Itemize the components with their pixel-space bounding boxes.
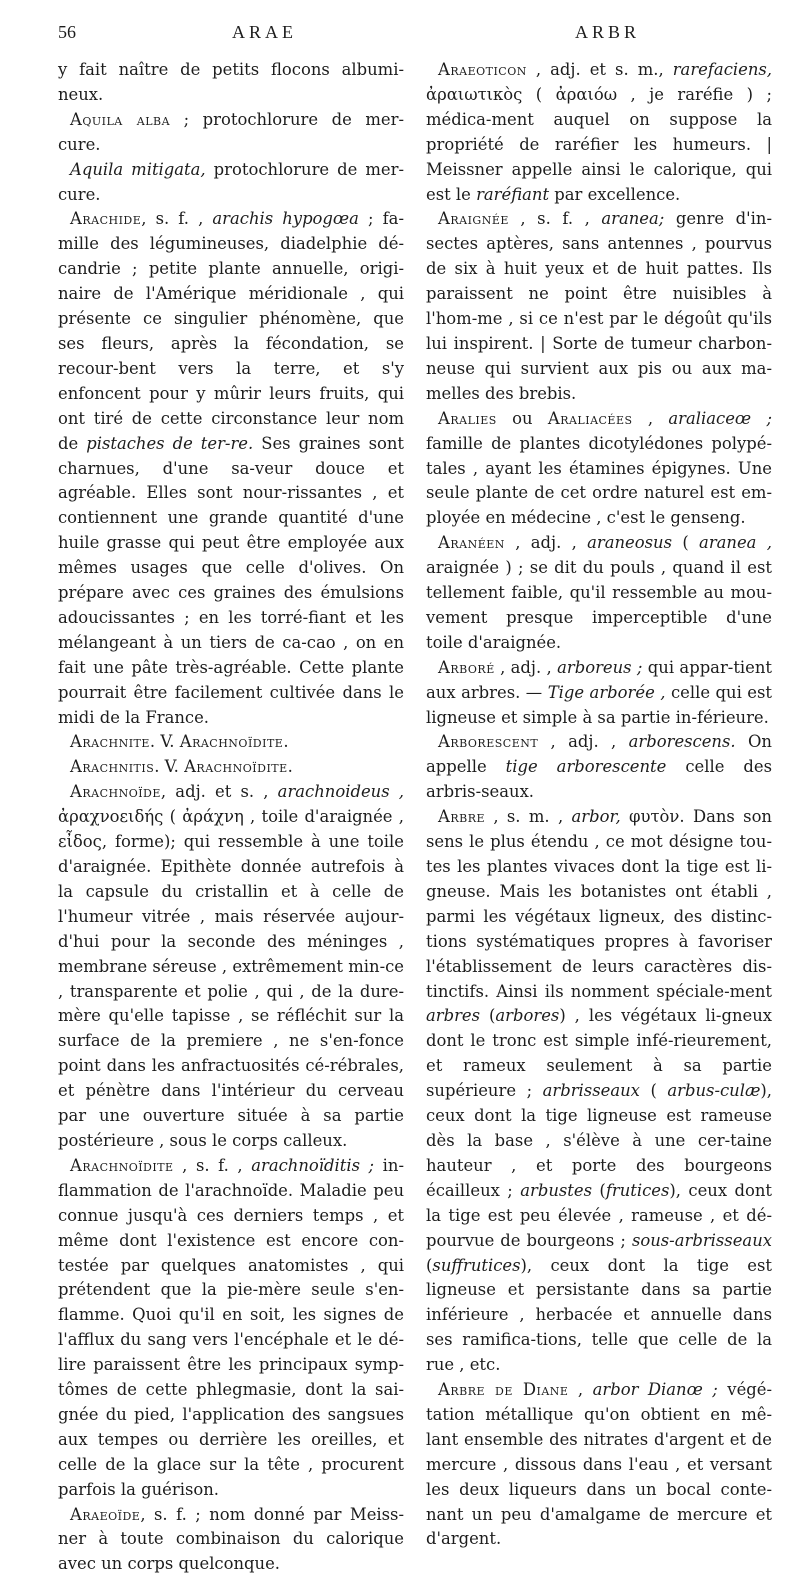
entry-text: , [568, 1380, 593, 1400]
italic-term: frutices [605, 1180, 670, 1200]
entry-text: φυτὸν. Dans son sens le plus étendu , ce mot désigne tou-tes les plantes vivaces dont la tige est li-gneuse. Mais les botanistes ont établi , parmi les végétaux ligneux, des distinc-tions systématiques propres à favoriser l'établissement de leurs caractères dis-tinctifs. Ainsi ils nomment spéciale-ment [426, 807, 772, 1001]
italic-term: arborescens. [628, 732, 736, 752]
italic-term: arbus-culæ [667, 1081, 761, 1101]
entry-text: celle des arbris-seaux. [426, 757, 773, 802]
dictionary-entry [426, 805, 772, 1378]
headword: Arachnoïde [70, 782, 161, 802]
entry-text: ( [639, 1081, 668, 1101]
entry-text: . [283, 732, 289, 752]
dictionary-entry [58, 1154, 404, 1503]
italic-term: arbor Dianœ ; [592, 1380, 718, 1400]
italic-term: pistaches de ter-re. [86, 433, 254, 453]
entry-text: ( [592, 1180, 606, 1200]
entry-text: Ses graines sont charnues, d'une sa-veur douce et agréable. Elles sont nour-rissantes , et contiennent une grande quantité d'une huile grasse qui peut être employée aux mêmes usages que celle d'olives. On prépare avec ces graines des émulsions adoucissantes ; en les torré-fiant et les mélangeant à un tiers de ca-cao , on en fait une pâte très-agréable. Cette plante pourrait être facilement cultivée dans le midi de la France. [58, 433, 405, 727]
headword: Araeoïde [70, 1504, 141, 1524]
headword: Arachide [70, 209, 142, 229]
italic-term: arachnoïditis ; [251, 1155, 375, 1175]
dictionary-entry [426, 656, 772, 731]
dictionary-entry [58, 58, 404, 108]
headword: Araignée [438, 209, 509, 229]
italic-term: araliaceœ ; [668, 408, 772, 428]
dictionary-entry [58, 108, 404, 158]
italic-term: araneosus [587, 533, 673, 553]
italic-term: Tige arborée , [547, 682, 666, 702]
entry-text: ) , les végétaux li-gneux dont le tronc est simple infé-rieurement, et rameux seulement à sa partie supérieure ; [426, 1006, 772, 1101]
dictionary-entry [58, 158, 404, 208]
entry-text: , s. f. , [508, 209, 602, 229]
dictionary-entry [58, 207, 404, 730]
entry-text: genre d'in-sectes aptères, sans antennes , pourvus de six à huit yeux et de huit pattes. Ils paraissent ne point être nuisibles à l'hom-me , si ce n'est par le dégoût qu'ils lui inspirent. | Sorte de tumeur charbon-neuse qui survient aux pis ou aux ma-melles des brebis. [426, 209, 772, 403]
entry-text: . V. [149, 732, 180, 752]
entry-text: ), ceux dont la tige est ligneuse et persistante dans sa partie inférieure , herbacée et annuelle dans ses ramifica-tions, telle que celle de la rue , etc. [426, 1255, 772, 1375]
italic-term: aranea; [601, 209, 665, 229]
running-head-right: ARBR [575, 22, 641, 42]
entry-text: . [287, 757, 293, 777]
entry-text: , adj. , [504, 533, 588, 553]
italic-term: arbores [495, 1006, 560, 1026]
headword: Arbre de Diane [438, 1380, 569, 1400]
entry-text: par excellence. [549, 184, 681, 204]
running-head-left: ARAE [232, 22, 297, 42]
entry-text: protochlorure de mer-cure. [58, 159, 404, 204]
italic-term: arbres [426, 1006, 481, 1026]
italic-term: arachis hypogœa [212, 209, 359, 229]
entry-text: qui appar-tient aux arbres. — [426, 657, 773, 702]
entry-text: végé-tation métallique qu'on obtient en mê-lant ensemble des nitrates d'argent et de mercure , dissous dans l'eau , et versant les deux liqueurs dans un bocal conte-nant un peu d'amalgame de mercure et d'argent. [426, 1380, 773, 1549]
entry-text: , adj. et s. m., [526, 60, 673, 79]
italic-term: tige arborescente [505, 757, 667, 777]
dictionary-entry [426, 730, 772, 805]
italic-term: Aquila mitigata, [70, 159, 206, 179]
dictionary-entry [426, 1378, 772, 1552]
entry-text: ( [672, 533, 700, 553]
entry-text: , adj. , [538, 732, 629, 752]
entry-text: . V. [154, 757, 185, 777]
dictionary-entry [426, 58, 772, 207]
entry-text: celle qui est ligneuse et simple à sa partie in-férieure. [426, 682, 772, 727]
headword: Arboré [438, 657, 495, 677]
headword: Aranéen [438, 533, 505, 553]
entry-text: , s. f. ; nom donné par Meiss-ner à toute combinaison du calorique avec un corps quelconque. [58, 1504, 404, 1574]
italic-term: sous-arbrisseaux [631, 1230, 772, 1250]
entry-text: ; fa-mille des légumineuses, diadelphie dé-candrie ; petite plante annuelle, origi-naire de l'Amérique méridionale , qui présente ce singulier phénomène, que ses fleurs, après la fécondation, se recour-bent vers la terre, et s'y enfoncent pour y mûrir leurs fruits, qui ont tiré de cette circonstance leur nom de [58, 209, 404, 453]
dictionary-entry [426, 407, 772, 532]
italic-term: rarefaciens, [672, 60, 772, 79]
dictionary-entry [58, 1503, 404, 1577]
entry-text: ; protochlorure de mer-cure. [58, 109, 404, 154]
entry-text: , [632, 408, 669, 428]
entry-text: , adj. et s. , [160, 782, 278, 802]
entry-text: ou [496, 408, 548, 428]
entry-text: On appelle [426, 732, 772, 777]
italic-term: suffrutices [432, 1255, 521, 1275]
italic-term: arboreus ; [557, 657, 643, 677]
italic-term: arbor, [571, 807, 621, 827]
dictionary-entry [426, 531, 772, 656]
headword: Arachnite [70, 732, 150, 752]
italic-term: arbustes [520, 1180, 592, 1200]
dictionary-entry [58, 730, 404, 755]
entry-text: , s. f. , [173, 1155, 252, 1175]
entry-text: famille de plantes dicotylédones polypé-tales , ayant les étamines épigynes. Une seule plante de cet ordre naturel est em-ployée en médecine , c'est le genseng. [426, 433, 772, 528]
page-number: 56 [58, 22, 76, 42]
italic-term: arachnoideus , [277, 782, 404, 802]
left-column [58, 58, 404, 1577]
headword: Arbre [438, 807, 486, 827]
headword: Arachnoïdite [184, 757, 288, 777]
italic-term: aranea , [699, 533, 772, 553]
entry-text: y fait naître de petits flocons albumi-neux. [58, 60, 404, 104]
entry-text: , s. f. , [141, 209, 213, 229]
entry-text: ( [426, 1255, 433, 1275]
entry-text: in-flammation de l'arachnoïde. Maladie peu connue jusqu'à ces derniers temps , et même dont l'existence est encore con-testée par quelques anatomistes , qui prétendent que la pie-mère seule s'en-flamme. Quoi qu'il en soit, les signes de l'afflux du sang vers l'encéphale et le dé-lire paraissent être les principaux symp-tômes de cette phlegmasie, dont la sai-gnée du pied, l'application des sangsues aux tempes ou derrière les oreilles, et celle de la glace sur la tête , procurent parfois la guérison. [58, 1155, 404, 1499]
entry-text: ἀραχνοειδής ( ἀράχνη , toile d'araignée , εἶδος, forme); qui ressemble à une toile d'araignée. Epithète donnée autrefois à la capsule du cristallin et à celle de l'humeur vitrée , mais réservée aujour-d'hui pour la seconde des méninges , membrane séreuse , extrêmement min-ce , transparente et polie , qui , de la dure-mère qu'elle tapisse , se réfléchit sur la surface de la premiere , ne s'en-fonce point dans les anfractuosités cé-rébrales, et pénètre dans l'intérieur du cerveau par une ouverture située à sa partie postérieure , sous le corps calleux. [58, 807, 404, 1150]
entry-text: ), ceux dont la tige est peu élevée , rameuse , et dé-pourvue de bourgeons ; [426, 1180, 772, 1250]
headword: Arborescent [438, 732, 539, 752]
dictionary-entry [426, 207, 772, 406]
entry-text: ( [480, 1006, 496, 1026]
headword: Arachnitis [70, 757, 155, 777]
entry-text: ), ceux dont la tige ligneuse est rameuse dès la base , s'élève à une cer-taine hauteur , et porte des bourgeons écailleux ; [426, 1081, 772, 1200]
headword: Araliacées [547, 408, 633, 428]
dictionary-entry [58, 755, 404, 780]
page-header [0, 22, 800, 50]
italic-term: raréfiant [476, 184, 550, 204]
right-column [426, 58, 772, 1552]
headword: Aquila alba [70, 109, 171, 129]
headword: Aralies [438, 408, 497, 428]
entry-text: ἀραιωτικὸς ( ἀραιόω , je raréfie ) ; médica-ment auquel on suppose la propriété de raréfier les humeurs. | Meissner appelle ainsi le calorique, qui est le [426, 84, 772, 204]
entry-text: , s. m. , [485, 807, 572, 827]
dictionary-entry [58, 780, 404, 1154]
entry-text: , adj. , [494, 657, 558, 677]
headword: Arachnoïdite [179, 732, 284, 752]
headword: Araeoticon [438, 60, 527, 79]
headword: Arachnoïdite [70, 1155, 174, 1175]
italic-term: arbrisseaux [542, 1081, 640, 1101]
entry-text: araignée ) ; se dit du pouls , quand il est tellement faible, qu'il ressemble au mou-vement presque imperceptible d'une toile d'araignée. [426, 558, 772, 652]
